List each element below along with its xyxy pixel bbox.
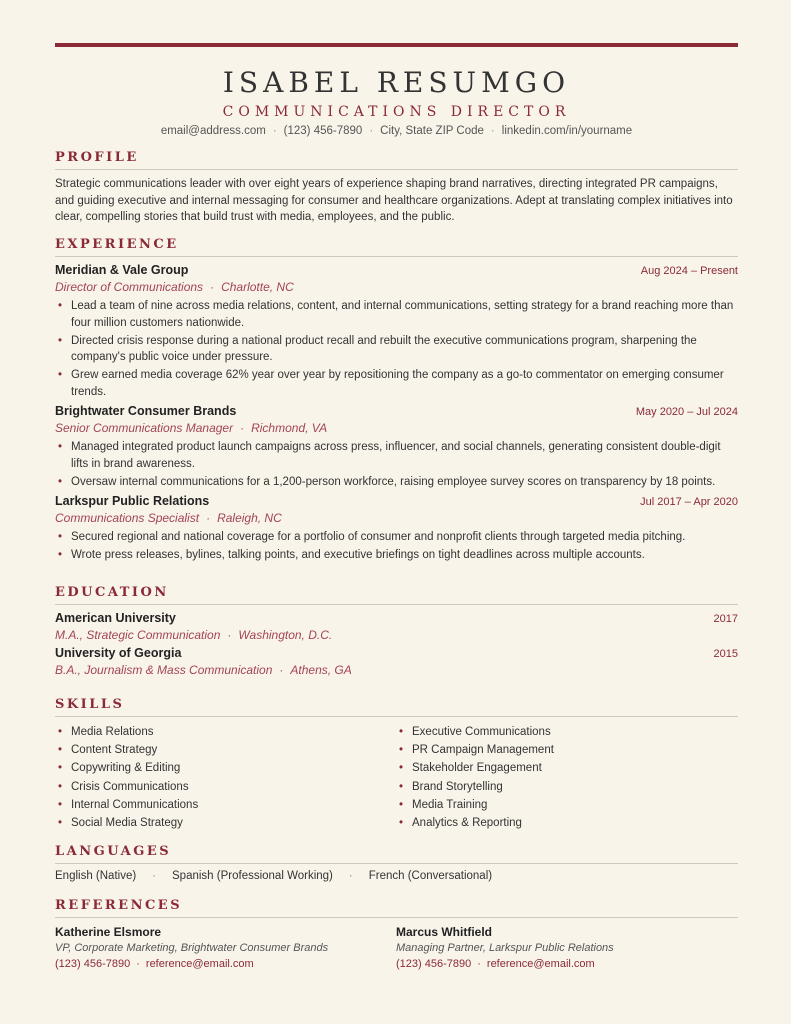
skill-item: • Crisis Communications <box>58 780 189 793</box>
job-role-line: Communications Specialist · Raleigh, NC <box>55 511 282 525</box>
education-heading: EDUCATION <box>55 585 738 605</box>
top-rule <box>55 43 738 47</box>
edu-year: 2015 <box>713 648 738 660</box>
reference-entry <box>55 924 396 972</box>
skills-left-column <box>55 723 396 832</box>
skill-item: • Executive Communications <box>399 726 551 738</box>
contact-phone: (123) 456-7890 <box>283 125 363 137</box>
skills-columns <box>55 723 738 832</box>
reference-phone: (123) 456-7890 <box>396 958 472 970</box>
skill-item: • PR Campaign Management <box>399 744 554 757</box>
skill-item: • Internal Communications <box>58 798 199 811</box>
references-section <box>55 898 738 972</box>
job-company: Meridian & Vale Group <box>55 263 189 277</box>
reference-name: Katherine Elsmore <box>55 925 162 939</box>
reference-phone: (123) 456-7890 <box>55 958 131 970</box>
education-section <box>55 585 738 681</box>
skills-section <box>55 697 738 832</box>
job-role: Communications Specialist <box>55 511 200 525</box>
language-item: English (Native) <box>55 870 137 882</box>
job-entry <box>55 494 738 564</box>
job-entry <box>55 404 738 490</box>
edu-degree: M.A., Strategic Communication <box>55 628 221 642</box>
reference-contact: (123) 456-7890 · reference@email.com <box>55 958 254 970</box>
education-entry <box>55 646 738 678</box>
contact-line: email@address.com · (123) 456-7890 · City, State ZIP Code · linkedin.com/in/yourname <box>160 125 633 137</box>
references-heading: REFERENCES <box>55 898 738 918</box>
job-company: Brightwater Consumer Brands <box>55 404 237 418</box>
job-bullet: • Oversaw internal communications for a 1,200-person workforce, raising employee survey scores on transparency by 18 points. <box>58 475 716 488</box>
reference-name: Marcus Whitfield <box>396 925 493 939</box>
experience-heading: EXPERIENCE <box>55 237 738 257</box>
job-bullet: • Wrote press releases, bylines, talking points, and executive briefings on tight deadlines across multiple accounts. <box>58 549 645 561</box>
edu-degree-line: M.A., Strategic Communication · Washington, D.C. <box>55 628 333 642</box>
job-location: Charlotte, NC <box>221 280 294 294</box>
edu-location: Athens, GA <box>290 663 352 677</box>
languages-section <box>55 844 738 882</box>
language-item: French (Conversational) <box>368 870 493 882</box>
reference-role: VP, Corporate Marketing, Brightwater Consumer Brands <box>55 942 329 954</box>
skill-item: • Analytics & Reporting <box>399 817 522 830</box>
reference-entry <box>396 924 737 972</box>
reference-contact: (123) 456-7890 · reference@email.com <box>396 958 595 970</box>
skill-item: • Copywriting & Editing <box>58 762 181 775</box>
job-bullets <box>55 529 738 564</box>
job-location: Raleigh, NC <box>217 511 282 525</box>
education-entry <box>55 611 738 643</box>
job-bullets <box>55 298 738 400</box>
languages-heading: LANGUAGES <box>55 844 738 864</box>
skill-item: • Media Training <box>399 798 488 811</box>
job-dates: Jul 2017 – Apr 2020 <box>640 496 738 508</box>
job-role-line: Director of Communications · Charlotte, NC <box>55 280 294 294</box>
job-role: Director of Communications <box>55 280 204 294</box>
profile-section <box>55 150 738 226</box>
job-bullet: • Lead a team of nine across media relations, content, and internal communications, setting strategy for a brand reaching more than four million customers nationwide. <box>58 300 734 329</box>
skills-right-column <box>396 723 737 832</box>
job-role: Senior Communications Manager <box>55 421 234 435</box>
skill-item: • Stakeholder Engagement <box>399 762 542 775</box>
skill-item: • Content Strategy <box>58 744 158 757</box>
reference-role: Managing Partner, Larkspur Public Relations <box>396 942 614 954</box>
edu-school: American University <box>55 611 176 625</box>
edu-year: 2017 <box>713 613 738 625</box>
job-dates: May 2020 – Jul 2024 <box>635 406 738 418</box>
skills-heading: SKILLS <box>55 697 738 717</box>
job-entry <box>55 263 738 400</box>
job-location: Richmond, VA <box>251 421 328 435</box>
profile-text: Strategic communications leader with over eight years of experience shaping brand narratives, directing integrated PR campaigns, and guiding executive and internal messaging for consumer and healthcare organizations. Adept at translating complex initiatives into clear, compelling stories that build trust with media, employees, and the public. <box>55 178 733 223</box>
job-bullets <box>55 439 738 490</box>
job-company: Larkspur Public Relations <box>55 494 210 508</box>
languages-list: English (Native) · Spanish (Professional Working) · French (Conversational) <box>55 870 493 882</box>
contact-linkedin[interactable]: linkedin.com/in/yourname <box>501 125 633 137</box>
skill-item: • Brand Storytelling <box>399 780 503 793</box>
job-bullet: • Grew earned media coverage 62% year over year by repositioning the company as a go-to commentator on emerging consumer trends. <box>58 369 724 398</box>
reference-email[interactable]: reference@email.com <box>486 958 595 970</box>
job-bullet: • Secured regional and national coverage for a portfolio of consumer and nonprofit clients through targeted media pitching. <box>58 531 686 543</box>
contact-location: City, State ZIP Code <box>380 125 484 137</box>
job-dates: Aug 2024 – Present <box>640 265 738 277</box>
edu-degree: B.A., Journalism & Mass Communication <box>55 663 273 677</box>
contact-email[interactable]: email@address.com <box>160 125 266 137</box>
profile-heading: PROFILE <box>55 150 738 170</box>
references-list <box>55 924 738 972</box>
job-bullet: • Directed crisis response during a national product recall and rebuilt the executive communications program, sharpening the company's public voice under pressure. <box>58 334 697 363</box>
job-bullet: • Managed integrated product launch campaigns across press, influencer, and social channels, generating consistent double-digit lifts in brand awareness. <box>58 441 721 470</box>
edu-degree-line: B.A., Journalism & Mass Communication · Athens, GA <box>55 663 352 677</box>
skill-item: • Social Media Strategy <box>58 817 183 830</box>
edu-location: Washington, D.C. <box>238 628 333 642</box>
skill-item: • Media Relations <box>58 726 154 738</box>
edu-school: University of Georgia <box>55 646 182 660</box>
language-item: Spanish (Professional Working) <box>172 870 333 882</box>
reference-email[interactable]: reference@email.com <box>145 958 254 970</box>
candidate-title: COMMUNICATIONS DIRECTOR <box>222 104 571 120</box>
job-role-line: Senior Communications Manager · Richmond, VA <box>55 421 328 435</box>
candidate-name: ISABEL RESUMGO <box>222 66 571 99</box>
experience-section <box>55 237 738 568</box>
